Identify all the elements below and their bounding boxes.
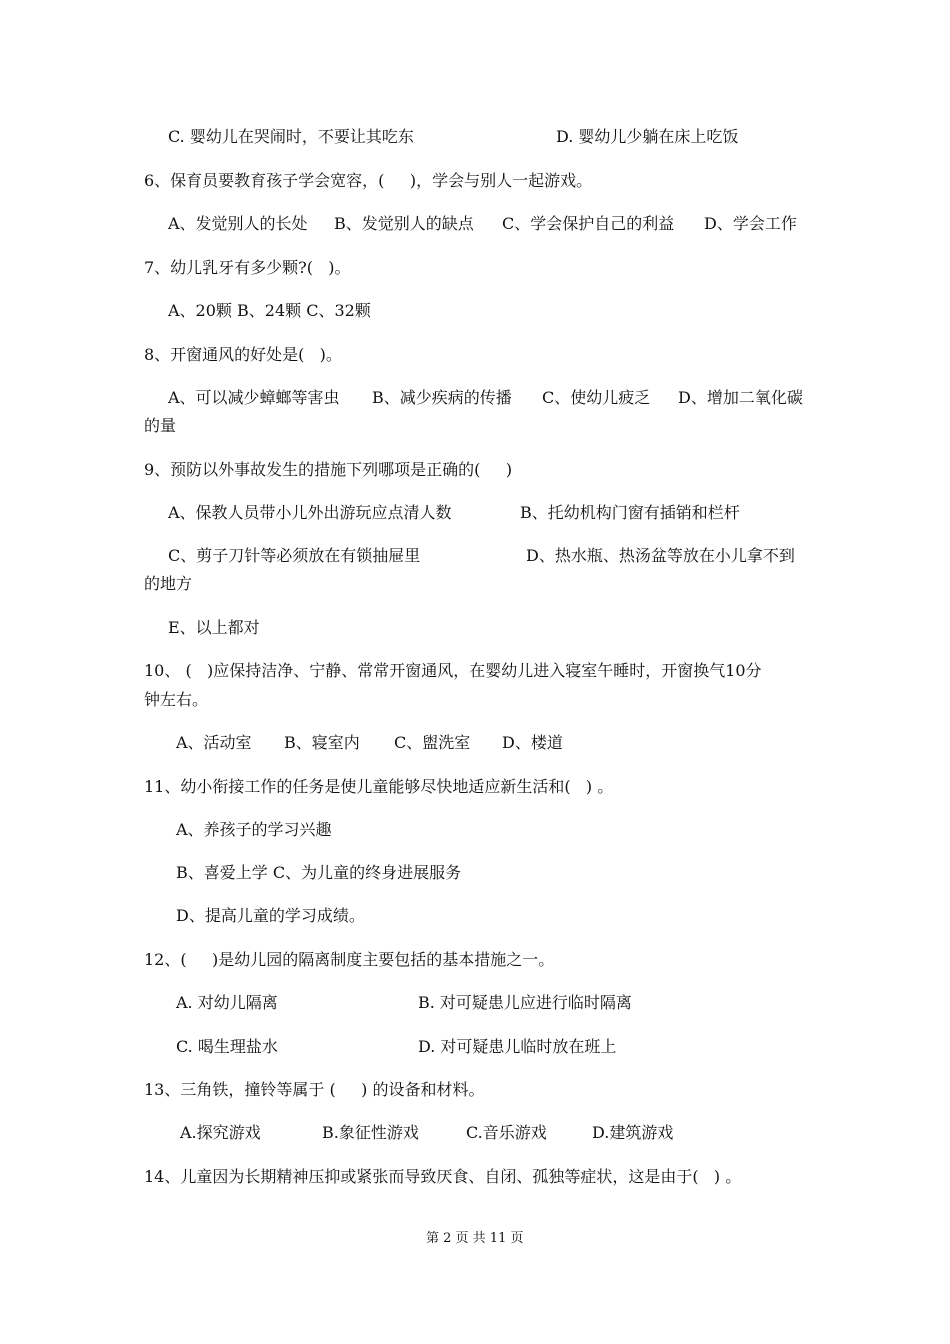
q8-option-c: C、使幼儿疲乏 bbox=[542, 388, 651, 407]
q9-option-d: D、热水瓶、热汤盆等放在小儿拿不到 bbox=[526, 546, 795, 565]
question-6: 6、保育员要教育孩子学会宽容，( )，学会与别人一起游戏。 bbox=[144, 171, 593, 190]
q11-options-b-c: B、喜爱上学 C、为儿童的终身进展服务 bbox=[176, 863, 462, 882]
q11-option-d: D、提高儿童的学习成绩。 bbox=[176, 906, 365, 925]
question-11: 11、幼小衔接工作的任务是使儿童能够尽快地适应新生活和( ) 。 bbox=[144, 777, 614, 796]
question-7: 7、幼儿乳牙有多少颗?( )。 bbox=[144, 258, 351, 277]
question-9: 9、预防以外事故发生的措施下列哪项是正确的( ) bbox=[144, 460, 513, 479]
q9-option-d-continued: 的地方 bbox=[144, 574, 193, 593]
q13-option-c: C.音乐游戏 bbox=[466, 1123, 547, 1142]
question-12: 12、( )是幼儿园的隔离制度主要包括的基本措施之一。 bbox=[144, 950, 555, 969]
q7-options: A、20颗 B、24颗 C、32颗 bbox=[168, 301, 371, 320]
question-10: 10、 ( )应保持洁净、宁静、常常开窗通风，在婴幼儿进入寝室午睡时，开窗换气10分 bbox=[144, 661, 762, 680]
q5-option-d: D. 婴幼儿少躺在床上吃饭 bbox=[556, 127, 739, 146]
q12-option-d: D. 对可疑患儿临时放在班上 bbox=[418, 1037, 617, 1056]
q13-option-d: D.建筑游戏 bbox=[592, 1123, 674, 1142]
q12-option-a: A. 对幼儿隔离 bbox=[176, 993, 278, 1012]
q10-option-c: C、盥洗室 bbox=[394, 733, 471, 752]
q10-option-a: A、活动室 bbox=[176, 733, 252, 752]
question-14: 14、儿童因为长期精神压抑或紧张而导致厌食、自闭、孤独等症状，这是由于( ) 。 bbox=[144, 1167, 742, 1186]
question-8: 8、开窗通风的好处是( )。 bbox=[144, 345, 342, 364]
q9-option-c: C、剪子刀针等必须放在有锁抽屉里 bbox=[168, 546, 421, 565]
q10-option-b: B、寝室内 bbox=[284, 733, 360, 752]
q12-option-c: C. 喝生理盐水 bbox=[176, 1037, 278, 1056]
q6-option-d: D、学会工作 bbox=[704, 214, 797, 233]
q12-option-b: B. 对可疑患儿应进行临时隔离 bbox=[418, 993, 632, 1012]
q13-option-b: B.象征性游戏 bbox=[322, 1123, 419, 1142]
q10-option-d: D、楼道 bbox=[502, 733, 563, 752]
q6-option-a: A、发觉别人的长处 bbox=[168, 214, 308, 233]
question-13: 13、三角铁，撞铃等属于 ( ) 的设备和材料。 bbox=[144, 1080, 485, 1099]
q13-option-a: A.探究游戏 bbox=[180, 1123, 261, 1142]
q8-option-a: A、可以减少蟑螂等害虫 bbox=[168, 388, 340, 407]
q8-option-d: D、增加二氧化碳 bbox=[678, 388, 803, 407]
q6-option-b: B、发觉别人的缺点 bbox=[334, 214, 474, 233]
q8-option-b: B、减少疾病的传播 bbox=[372, 388, 512, 407]
page-footer: 第 2 页 共 11 页 bbox=[426, 1231, 524, 1246]
q6-option-c: C、学会保护自己的利益 bbox=[502, 214, 675, 233]
q9-option-e: E、以上都对 bbox=[168, 618, 260, 637]
q9-option-a: A、保教人员带小儿外出游玩应点清人数 bbox=[168, 503, 452, 522]
q11-option-a: A、养孩子的学习兴趣 bbox=[176, 820, 332, 839]
question-10-continued: 钟左右。 bbox=[144, 690, 209, 709]
q5-option-c: C. 婴幼儿在哭闹时，不要让其吃东 bbox=[168, 127, 414, 146]
q9-option-b: B、托幼机构门窗有插销和栏杆 bbox=[520, 503, 740, 522]
q8-option-d-continued: 的量 bbox=[144, 416, 177, 435]
